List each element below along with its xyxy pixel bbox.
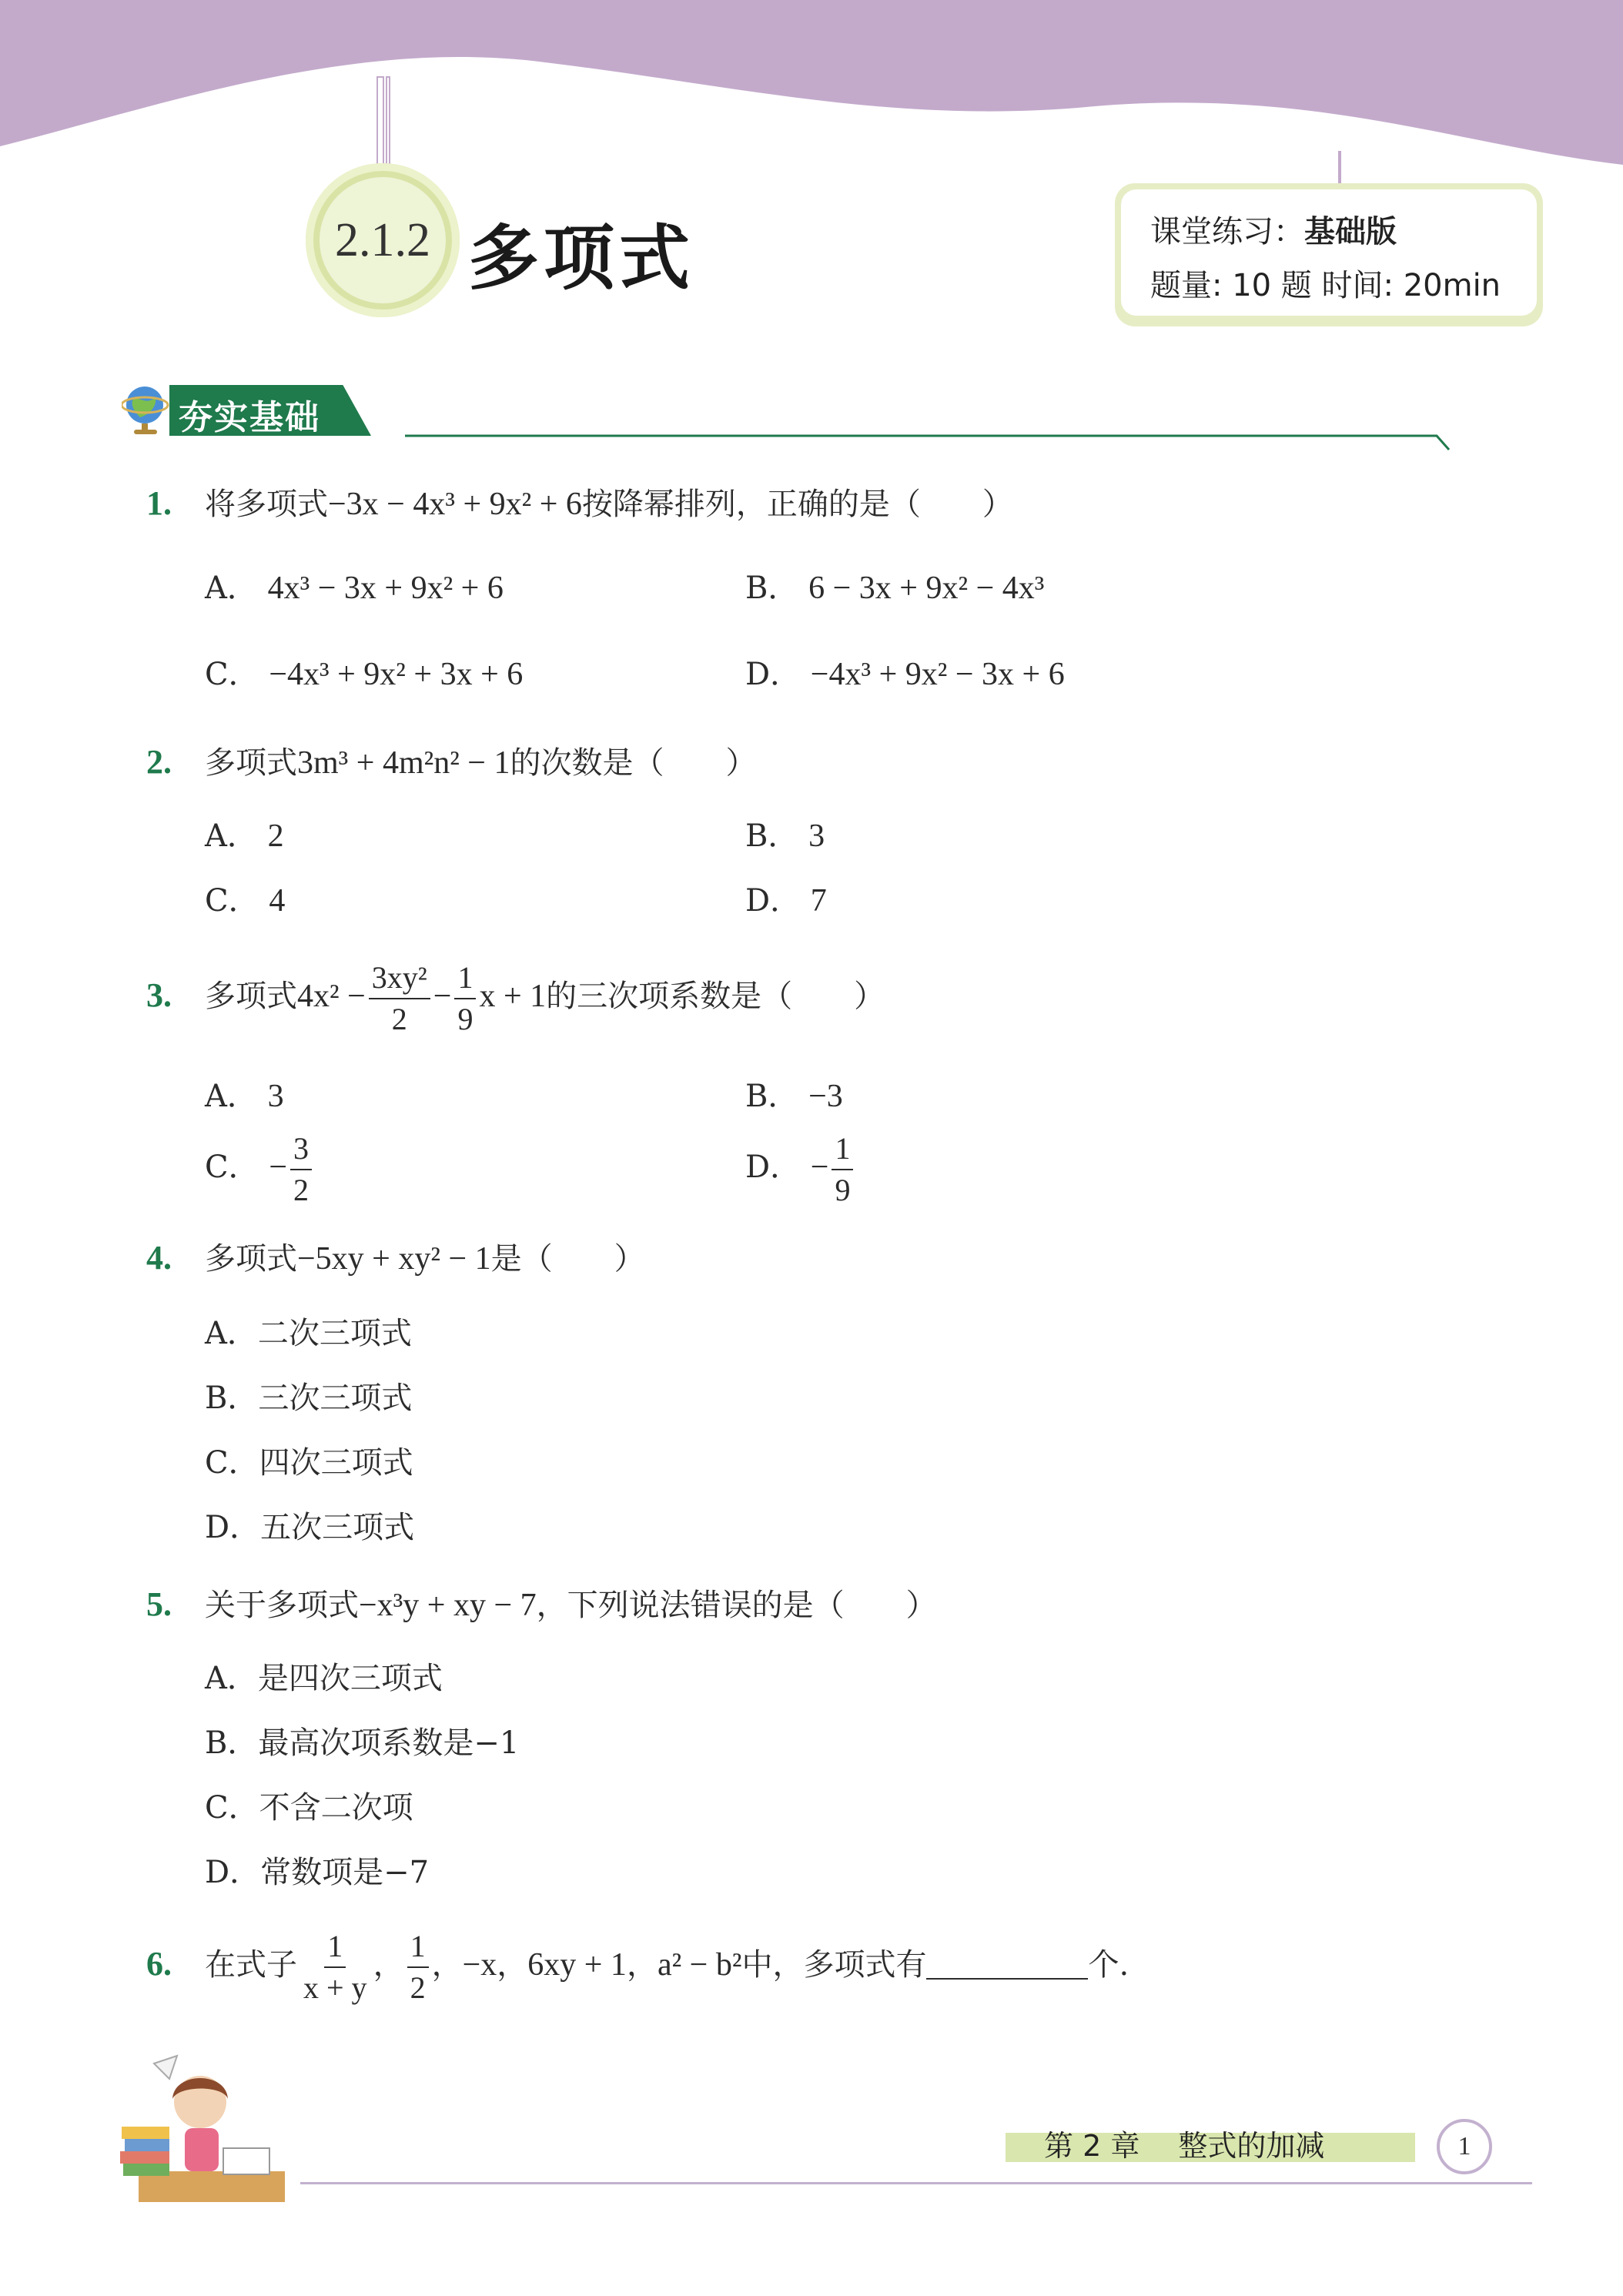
option-4b[interactable]: B．三次三项式 [205, 1381, 413, 1416]
chapter-label: 第 2 章 整式的加减 [1044, 2129, 1325, 2163]
page-number: 1 [1437, 2119, 1492, 2174]
section-divider [405, 428, 1452, 454]
info-line-2: 题量: 10 题 时间: 20min [1150, 268, 1501, 303]
student-reading-illustration [108, 2048, 323, 2210]
header-banner [0, 0, 1623, 200]
info-line-1: 课堂练习：基础版 [1150, 214, 1397, 249]
practice-info-box [1115, 183, 1543, 326]
question-2: 2. 多项式3m³ + 4m²n² − 1的次数是（ ） [146, 743, 757, 781]
question-6: 6. 在式子 $\frac{1}{x + y}$ ， $\frac{1}{2}$ ，−x，6xy + 1，a² − b²中，多项式有 个. [146, 1926, 1129, 2008]
question-3: 3. 多项式4x² − $\frac{\text{3xy²}}{2}$ − $\frac{1}{9}$ x + 1的三次项系数是（ ） [146, 958, 885, 1039]
option-3c[interactable]: C． − $\frac{3}{2}$ [205, 1129, 315, 1210]
globe-icon [122, 383, 176, 437]
option-1d[interactable]: D． −4x³ + 9x² − 3x + 6 [745, 657, 1065, 692]
option-3d[interactable]: D． − $\frac{1}{9}$ [745, 1129, 856, 1210]
answer-blank[interactable] [926, 1947, 1088, 1980]
option-1b[interactable]: B． 6 − 3x + 9x² − 4x³ [745, 571, 1045, 606]
option-4c[interactable]: C．四次三项式 [205, 1445, 413, 1481]
fraction-1-over-9: $\frac{1}{9}$ [454, 958, 476, 1039]
option-3b[interactable]: B． −3 [745, 1079, 843, 1114]
footer-line [300, 2182, 1532, 2184]
option-5a[interactable]: A．是四次三项式 [205, 1661, 443, 1696]
option-4a[interactable]: A．二次三项式 [205, 1316, 412, 1351]
option-2a[interactable]: A． 2 [205, 818, 284, 854]
option-1c[interactable]: C． −4x³ + 9x² + 3x + 6 [205, 657, 524, 692]
section-label: 夯实基础 [179, 398, 320, 437]
page-title: 多项式 [468, 217, 695, 300]
option-5d[interactable]: D．常数项是−7 [205, 1855, 430, 1890]
section-number: 2.1.2 [320, 177, 446, 303]
option-2b[interactable]: B． 3 [745, 818, 825, 854]
section-number-badge [306, 163, 460, 317]
option-4d[interactable]: D．五次三项式 [205, 1510, 415, 1545]
question-4: 4. 多项式−5xy + xy² − 1是（ ） [146, 1239, 645, 1277]
fraction-3xy2-over-2: $\frac{\text{3xy²}}{2}$ [369, 958, 430, 1039]
option-5b[interactable]: B．最高次项系数是−1 [205, 1725, 520, 1761]
option-5c[interactable]: C．不含二次项 [205, 1790, 413, 1826]
question-1: 1. 将多项式−3x − 4x³ + 9x² + 6按降幂排列，正确的是（ ） [146, 484, 1013, 522]
option-2d[interactable]: D． 7 [745, 883, 827, 919]
option-3a[interactable]: A． 3 [205, 1079, 284, 1114]
option-2c[interactable]: C． 4 [205, 883, 286, 919]
option-1a[interactable]: A． 4x³ − 3x + 9x² + 6 [205, 571, 504, 606]
question-5: 5. 关于多项式−x³y + xy − 7，下列说法错误的是（ ） [146, 1585, 937, 1623]
